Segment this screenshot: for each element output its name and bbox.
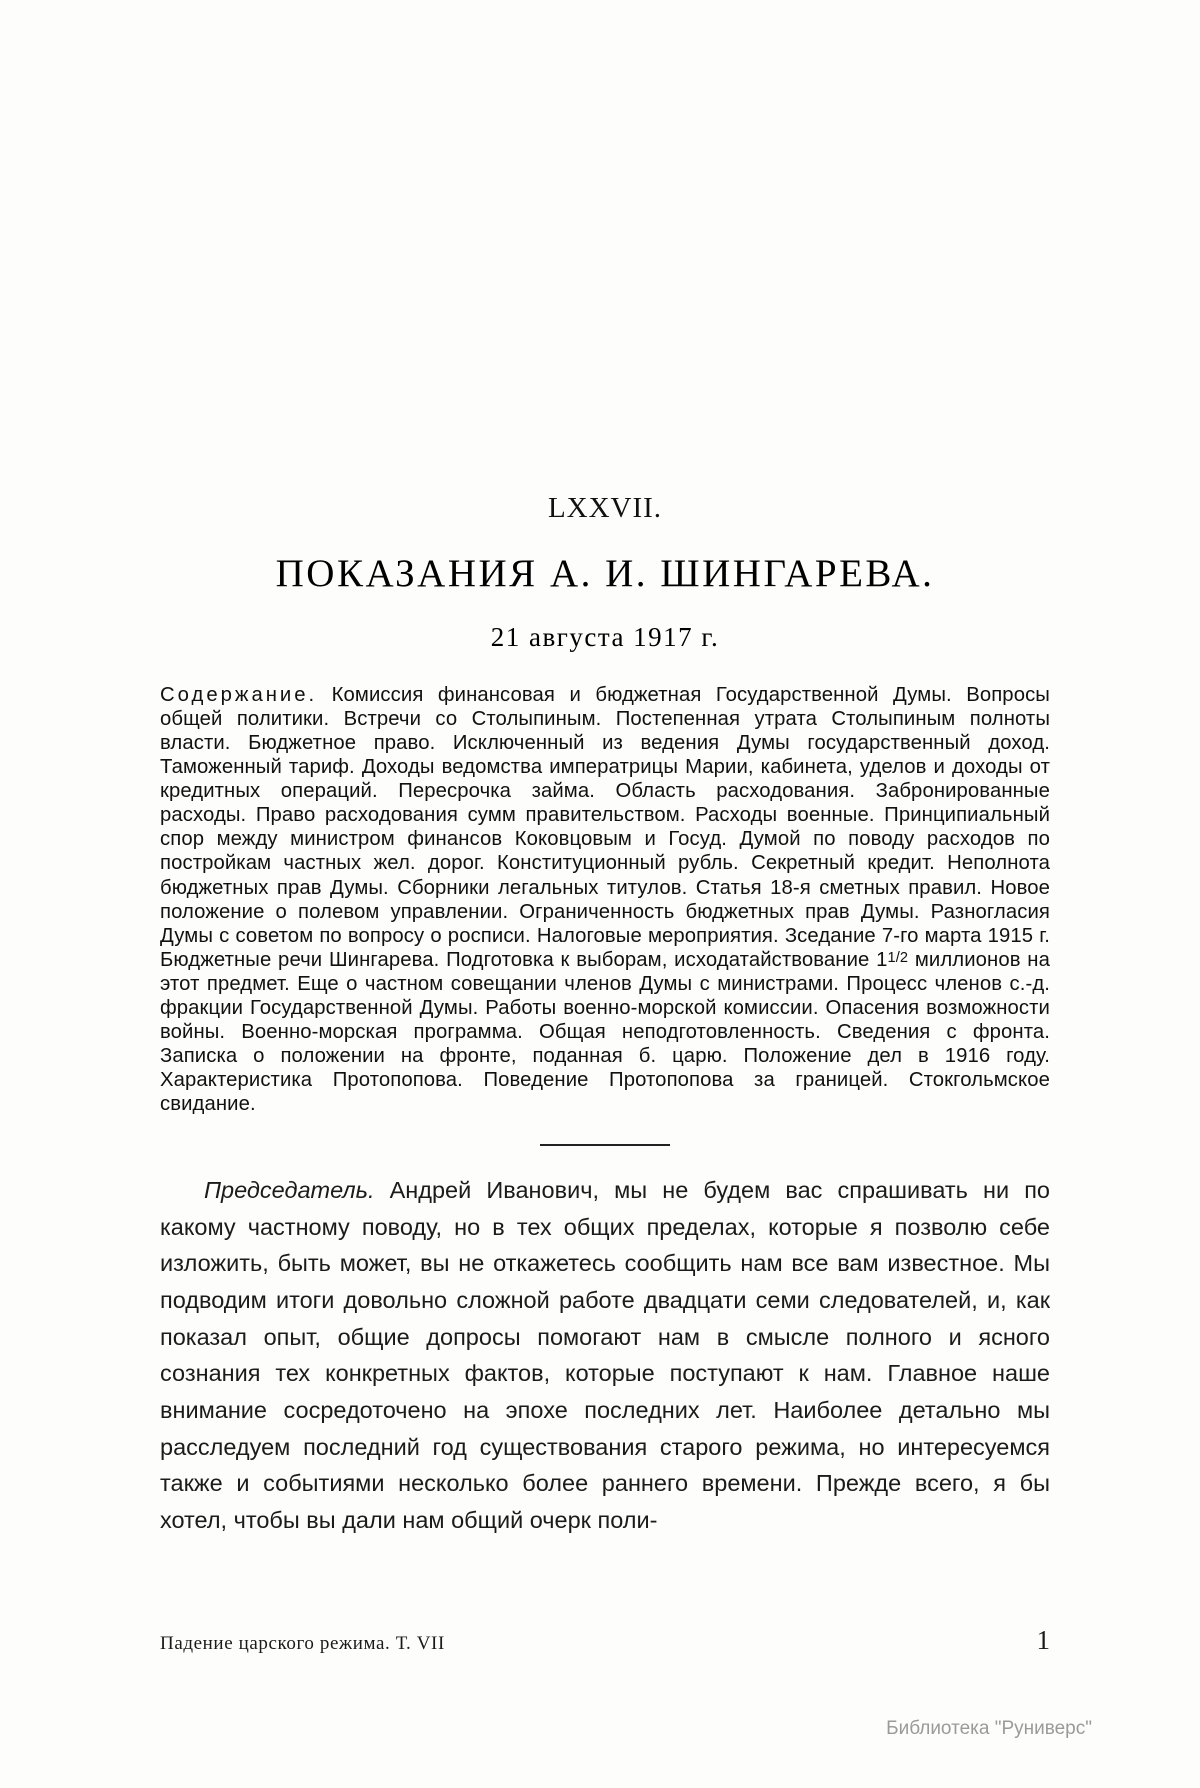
document-date: 21 августа 1917 г.: [490, 622, 720, 653]
summary-label: Содержание.: [160, 684, 318, 707]
summary-fraction: 1/2: [887, 950, 909, 966]
paragraph-body: Андрей Иванович, мы не будем вас спрашивать ни по какому частному поводу, но в тех общих пределах, которые я позволю себе изложить, быть может, вы не откажетесь сообщить нам все вам известное. Мы подводим итоги довольно сложной работе двадцати семи следователей, и, как показал опыт, общие допросы помогают нам в смысле полного и ясного сознания тех конкретных фактов, которые поступают к нам. Главное наше внимание сосредоточено на эпохе последних лет. Наиболее детально мы расследуем последний год существования старого режима, но интересуемся также и событиями несколько более раннего времени. Прежде всего, я бы хотел, чтобы вы дали нам общий очерк поли-: [160, 1176, 1050, 1533]
chapter-number: LXXVII.: [547, 492, 663, 524]
summary-text-part-2: миллионов на этот предмет. Еще о частном совещании членов Думы с министрами. Процесс членов с.-д. фракции Государственной Думы. Работы военно-морской комиссии. Опасения возможности войны. Военно-морская программа. Общая неподготовленность. Сведения с фронта. Записка о положении на фронте, поданная б. царю. Положение дел в 1916 году. Характеристика Протопопова. Поведение Протопопова за границей. Стокгольмское свидание.: [160, 948, 1050, 1115]
transcript-paragraph: [160, 1172, 1050, 1539]
summary-text-part-1: Комиссия финансовая и бюджетная Государственной Думы. Вопросы общей политики. Встречи со Столыпиным. Постепенная утрата Столыпиным полноты власти. Бюджетное право. Исключенный из ведения Думы государственный доход. Таможенный тариф. Доходы ведомства императрицы Марии, кабинета, уделов и доходы от кредитных операций. Пересрочка займа. Область расходования. Забронированные расходы. Право расходования сумм правительством. Расходы военные. Принципиальный спор между министром финансов Коковцовым и Госуд. Думой по поводу расходов по постройкам частных жел. дорог. Конституционный рубль. Секретный кредит. Неполнота бюджетных прав Думы. Сборники легальных титулов. Статья 18-я сметных правил. Новое положение о полевом управлении. Ограниченность бюджетных прав Думы. Разногласия Думы с советом по вопросу о росписи. Налоговые мероприятия. Зседание 7-го марта 1915 г. Бюджетные речи Шингарева. Подготовка к выборам, исходатайствование 1: [160, 684, 1050, 971]
library-watermark: Библиотека "Руниверс": [886, 1718, 1092, 1739]
page-content: [160, 0, 1050, 1539]
footer-running-title: Падение царского режима. Т. VII: [160, 1633, 445, 1654]
summary-block: [160, 683, 1050, 1116]
section-divider: [540, 1144, 670, 1146]
speaker-label: Председатель.: [204, 1176, 375, 1203]
page-title: ПОКАЗАНИЯ А. И. ШИНГАРЕВА.: [275, 552, 935, 595]
page-footer: [160, 1625, 1050, 1656]
page-number: 1: [1036, 1625, 1050, 1655]
